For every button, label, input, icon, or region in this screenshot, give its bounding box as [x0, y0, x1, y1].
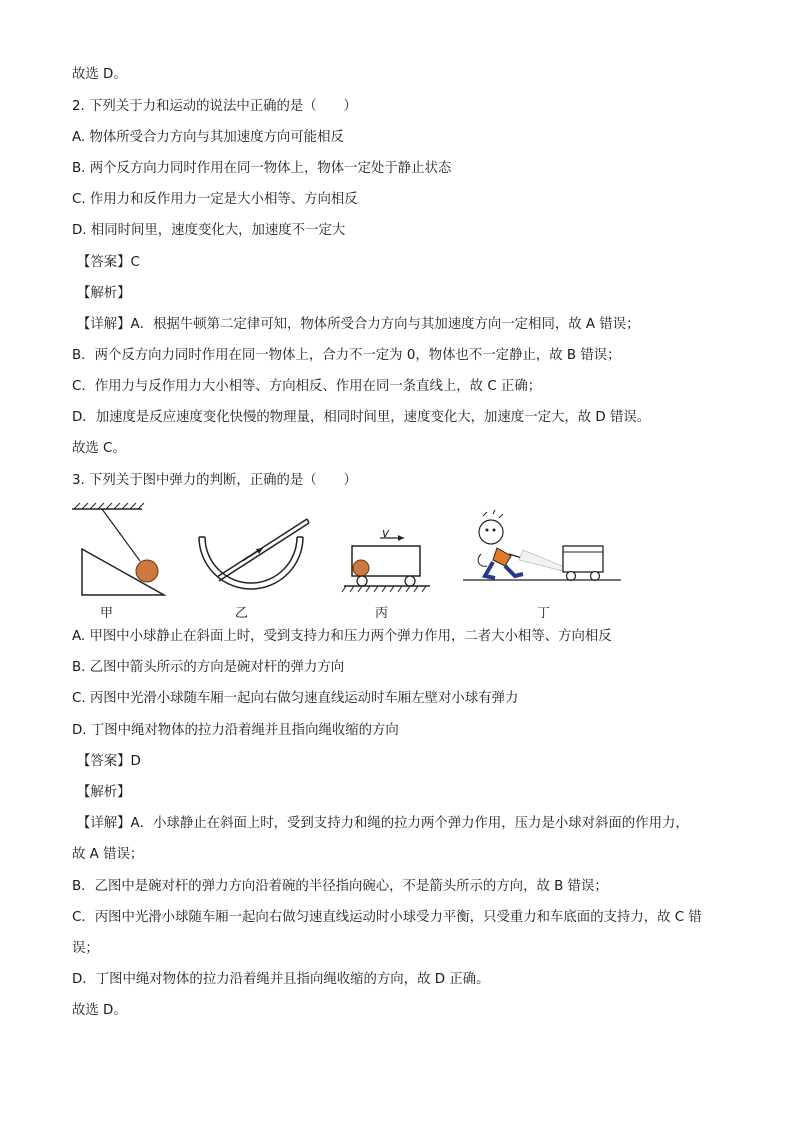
option-a: A. 物体所受合力方向与其加速度方向可能相反	[72, 130, 344, 145]
answer: 【答案】D	[77, 754, 141, 769]
figure-label-jia: 甲	[100, 606, 114, 621]
option-c: C. 丙图中光滑小球随车厢一起向右做匀速直线运动时车厢左壁对小球有弹力	[72, 691, 519, 706]
option-d: D. 丁图中绳对物体的拉力沿着绳并且指向绳收缩的方向	[72, 723, 399, 738]
figure-label-ding: 丁	[537, 606, 551, 621]
analysis-heading: 【解析】	[77, 785, 131, 800]
option-b: B. 乙图中箭头所示的方向是碗对杆的弹力方向	[72, 660, 345, 675]
conclusion: 故选 C。	[72, 441, 126, 456]
answer: 【答案】C	[77, 255, 140, 270]
explanation-line: 误；	[72, 941, 99, 956]
velocity-label: v	[382, 526, 390, 540]
option-b: B. 两个反方向力同时作用在同一物体上，物体一定处于静止状态	[72, 161, 452, 176]
explanation-line: 【详解】A．根据牛顿第二定律可知，物体所受合力方向与其加速度方向一定相同，故 A 错误；	[77, 317, 640, 332]
conclusion: 故选 D。	[72, 1003, 127, 1018]
figure-yi	[193, 515, 313, 605]
figure-ding	[463, 510, 623, 588]
text-line: 故选 D。	[72, 67, 127, 82]
option-a: A. 甲图中小球静止在斜面上时，受到支持力和压力两个弹力作用，二者大小相等、方向相反	[72, 629, 612, 644]
explanation-line: C．丙图中光滑小球随车厢一起向右做匀速直线运动时小球受力平衡，只受重力和车底面的支持力，故 C 错	[72, 910, 702, 925]
explanation-line: D．加速度是反应速度变化快慢的物理量，相同时间里，速度变化大，加速度一定大，故 D 错误。	[72, 410, 651, 425]
option-c: C. 作用力和反作用力一定是大小相等、方向相反	[72, 192, 358, 207]
explanation-line: C．作用力与反作用力大小相等、方向相反、作用在同一条直线上，故 C 正确；	[72, 379, 542, 394]
figure-label-yi: 乙	[235, 606, 249, 621]
explanation-line: 故 A 错误；	[72, 847, 144, 862]
figure-label-bing: 丙	[375, 606, 389, 621]
explanation-line: 【详解】A．小球静止在斜面上时，受到支持力和绳的拉力两个弹力作用，压力是小球对斜面的作用力，	[77, 816, 689, 831]
question-3: 3. 下列关于图中弹力的判断，正确的是（ ）	[72, 473, 357, 488]
analysis-heading: 【解析】	[77, 286, 131, 301]
question-2: 2. 下列关于力和运动的说法中正确的是（ ）	[72, 99, 357, 114]
figure-jia	[70, 503, 170, 595]
explanation-line: B．乙图中是碗对杆的弹力方向沿着碗的半径指向碗心，不是箭头所示的方向，故 B 错误；	[72, 879, 608, 894]
explanation-line: D．丁图中绳对物体的拉力沿着绳并且指向绳收缩的方向，故 D 正确。	[72, 972, 490, 987]
option-d: D. 相同时间里，速度变化大，加速度不一定大	[72, 223, 346, 238]
explanation-line: B．两个反方向力同时作用在同一物体上，合力不一定为 0，物体也不一定静止，故 B 错误；	[72, 348, 621, 363]
